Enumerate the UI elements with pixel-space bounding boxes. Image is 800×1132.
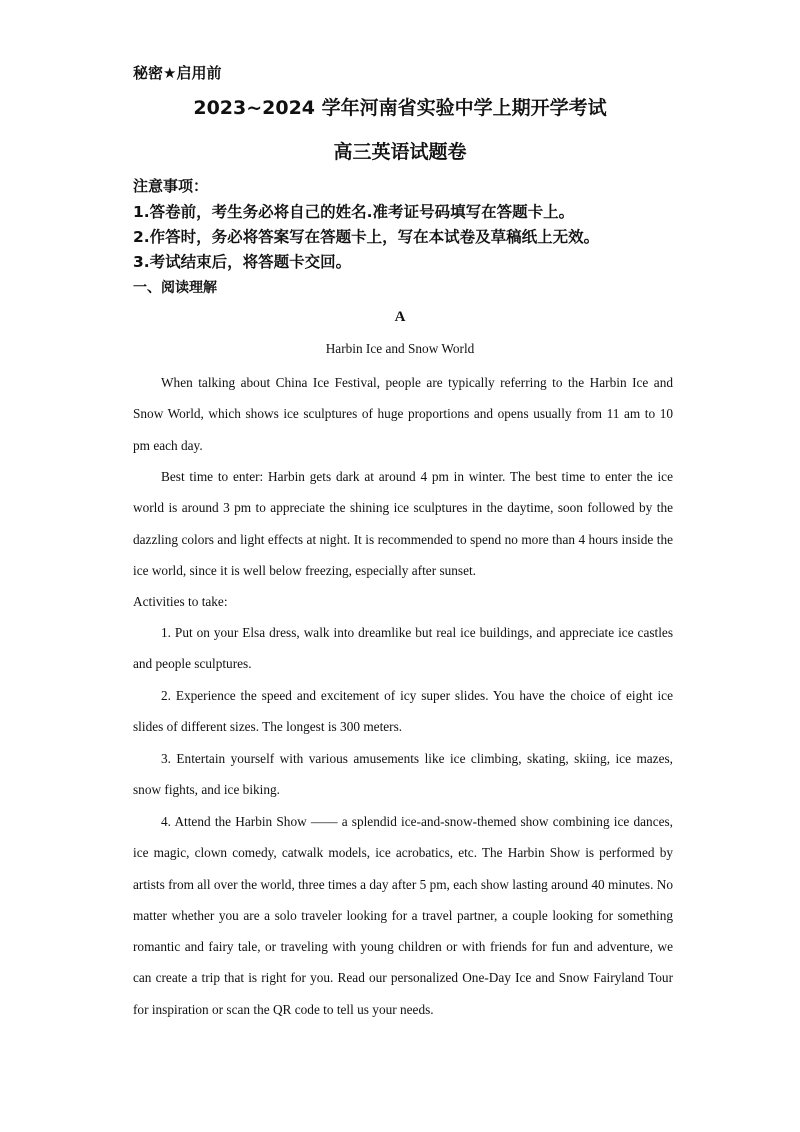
passage-paragraph: Best time to enter: Harbin gets dark at around 4 pm in winter. The best time to enter the ice world is around 3 pm to appreciate the shining ice sculptures in the daytime, soon followed by the dazzling colors and light effects at night. It is recommended to spend no more than 4 hours inside the ice world, since it is well below freezing, especially after sunset.	[133, 469, 673, 578]
notice-item: 1.答卷前，考生务必将自己的姓名.准考证号码填写在答题卡上。	[133, 203, 575, 221]
activity-item: 1. Put on your Elsa dress, walk into dreamlike but real ice buildings, and appreciate ice castles and people sculptures.	[133, 625, 673, 672]
passage-title: Harbin Ice and Snow World	[325, 341, 475, 356]
paper-title: 高三英语试题卷	[333, 141, 467, 163]
activity-item: 4. Attend the Harbin Show —— a splendid ice-and-snow-themed show combining ice dances, ice magic, clown comedy, catwalk models, ice acrobatics, etc. The Harbin Show is performed by artists from all over the world, three times a day after 5 pm, each show lasting around 40 minutes. No matter whether you are a solo traveler looking for a travel partner, a couple looking for something romantic and fairy tale, or traveling with young children or with friends for fun and adventure, we can create a trip that is right for you. Read our personalized One-Day Ice and Snow Fairyland Tour for inspiration or scan the QR code to tell us your needs.	[133, 814, 673, 1017]
notice-item: 2.作答时，务必将答案写在答题卡上，写在本试卷及草稿纸上无效。	[133, 228, 600, 246]
confidential-label: 秘密★启用前	[133, 64, 222, 82]
notice-item: 3.考试结束后，将答题卡交回。	[133, 253, 352, 271]
activities-heading: Activities to take:	[133, 594, 228, 609]
activity-item: 2. Experience the speed and excitement of icy super slides. You have the choice of eight ice slides of different sizes. The longest is 300 meters.	[133, 688, 673, 735]
notice-heading: 注意事项：	[133, 177, 209, 195]
exam-title: 2023~2024 学年河南省实验中学上期开学考试	[193, 97, 607, 119]
passage-letter: A	[394, 309, 406, 325]
section-heading: 一、阅读理解	[133, 280, 217, 296]
activity-item: 3. Entertain yourself with various amusements like ice climbing, skating, skiing, ice mazes, snow fights, and ice biking.	[133, 751, 673, 798]
passage-paragraph: When talking about China Ice Festival, people are typically referring to the Harbin Ice and Snow World, which shows ice sculptures of huge proportions and opens usually from 11 am to 10 pm each day.	[133, 375, 673, 453]
